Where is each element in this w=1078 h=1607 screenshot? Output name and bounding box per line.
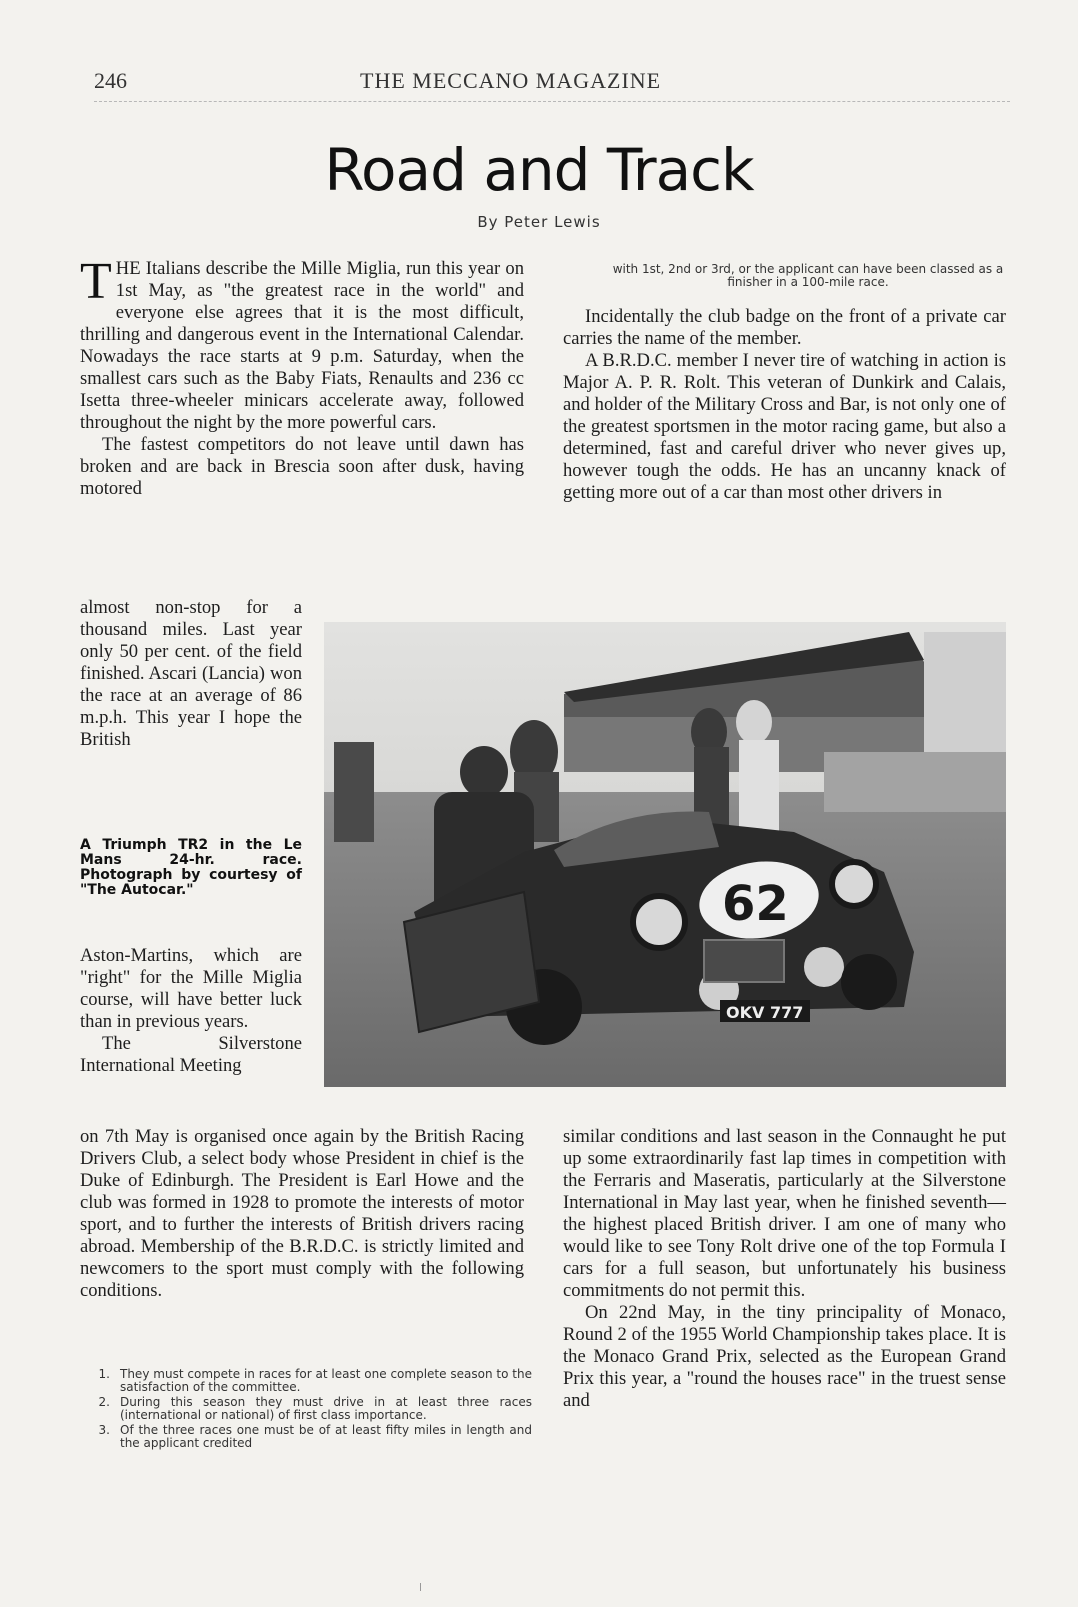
column-1-wrap-text-lower <box>80 945 302 1077</box>
condition-item <box>80 1396 532 1422</box>
page-footer-mark <box>420 1583 425 1591</box>
paragraph-rolt: A B.R.D.C. member I never tire of watching in action is Major A. P. R. Rolt. This veteran of Dunkirk and Calais, and holder of the Military Cross and Bar, is not only one of the greatest sportsmen in the motor racing game, but also a determined, fast and careful driver who never gives up, however tough the odds. He has an uncanny knack of getting more out of a car than most other drivers in <box>563 350 1006 503</box>
header-divider <box>94 101 1010 102</box>
condition-item <box>80 1368 532 1394</box>
paragraph-badge: Incidentally the club badge on the front of a private car carries the name of the member. <box>563 306 1006 349</box>
paragraph-2-end: Aston-Martins, which are "right" for the Mille Miglia course, will have better luck than in previous years. <box>80 945 302 1032</box>
condition-item <box>80 1424 532 1450</box>
article-byline: By Peter Lewis <box>477 213 601 231</box>
paragraph-rolt-cont: similar conditions and last season in the Connaught he put up some extraordinarily fast lap times in competition with the Ferraris and Maseratis, particularly at the Silverstone International in May last year, when he finished seventh—the highest placed British driver. I am one of many who would like to see Tony Rolt drive one of the top Formula I cars for a full season, but unfortunately his business commitments do not permit this. <box>563 1126 1006 1301</box>
paragraph-3-start: The Silverstone International Meeting <box>80 1033 302 1076</box>
paragraph-monaco: On 22nd May, in the tiny principality of Monaco, Round 2 of the 1955 World Championship takes place. It is the Monaco Grand Prix, selected as the European Grand Prix this year, a "round the houses race" in the truest sense and <box>563 1302 1006 1411</box>
conditions-list <box>80 1368 532 1452</box>
column-1-bottom: on 7th May is organised once again by the British Racing Drivers Club, a select body whose President in chief is the Duke of Edinburgh. The President is Earl Howe and the club was formed in 1928 to promote the interests of motor sport, and to further the interests of British drivers racing abroad. Membership of the B.R.D.C. is strictly limited and newcomers to the sport must comply with the following conditions. <box>80 1126 524 1301</box>
paragraph-1-text: HE Italians describe the Mille Miglia, run this year on 1st May, as "the greatest race in the world" and everyone else agrees that it is the most difficult, thrilling and dangerous event in the International Calendar. Nowadays the race starts at 9 p.m. Saturday, when the smallest cars such as the Baby Fiats, Renaults and 236 cc Isetta three-wheeler minicars accelerate away, followed throughout the night by the more powerful cars. <box>80 258 524 433</box>
race-photo-illustration <box>324 622 1006 1087</box>
condition-number: 1. <box>98 1367 110 1381</box>
column-2-bottom <box>563 1126 1006 1412</box>
condition-text: During this season they must drive in at least three races (international or national) of first class importance. <box>120 1395 532 1422</box>
article-title: Road and Track <box>324 136 754 204</box>
license-plate: OKV 777 <box>726 1003 804 1022</box>
photo-caption: A Triumph TR2 in the Le Mans 24-hr. race. Photograph by courtesy of "The Autocar." <box>80 837 302 898</box>
paragraph-1 <box>80 253 524 434</box>
drop-cap: T <box>80 253 112 310</box>
condition-continuation: with 1st, 2nd or 3rd, or the applicant can have been classed as a finisher in a 100-mile race. <box>612 262 1004 289</box>
column-1-wrap-text: almost non-stop for a thousand miles. Last year only 50 per cent. of the field finished. Ascari (Lancia) won the race at an average of 86 m.p.h. This year I hope the British <box>80 597 302 750</box>
condition-text: They must compete in races for at least one complete season to the satisfaction of the committee. <box>120 1367 532 1394</box>
page-number: 246 <box>94 68 127 93</box>
magazine-title: THE MECCANO MAGAZINE <box>360 68 662 93</box>
paragraph-2: The fastest competitors do not leave until dawn has broken and are back in Brescia soon after dusk, having motored <box>80 434 524 499</box>
race-photograph <box>324 622 1006 1087</box>
condition-number: 3. <box>98 1423 110 1437</box>
column-1-top <box>80 253 524 500</box>
column-2-top <box>563 306 1006 504</box>
condition-text: Of the three races one must be of at least fifty miles in length and the applicant credited <box>120 1423 532 1450</box>
car-number: 62 <box>722 876 789 932</box>
condition-number: 2. <box>98 1395 110 1409</box>
